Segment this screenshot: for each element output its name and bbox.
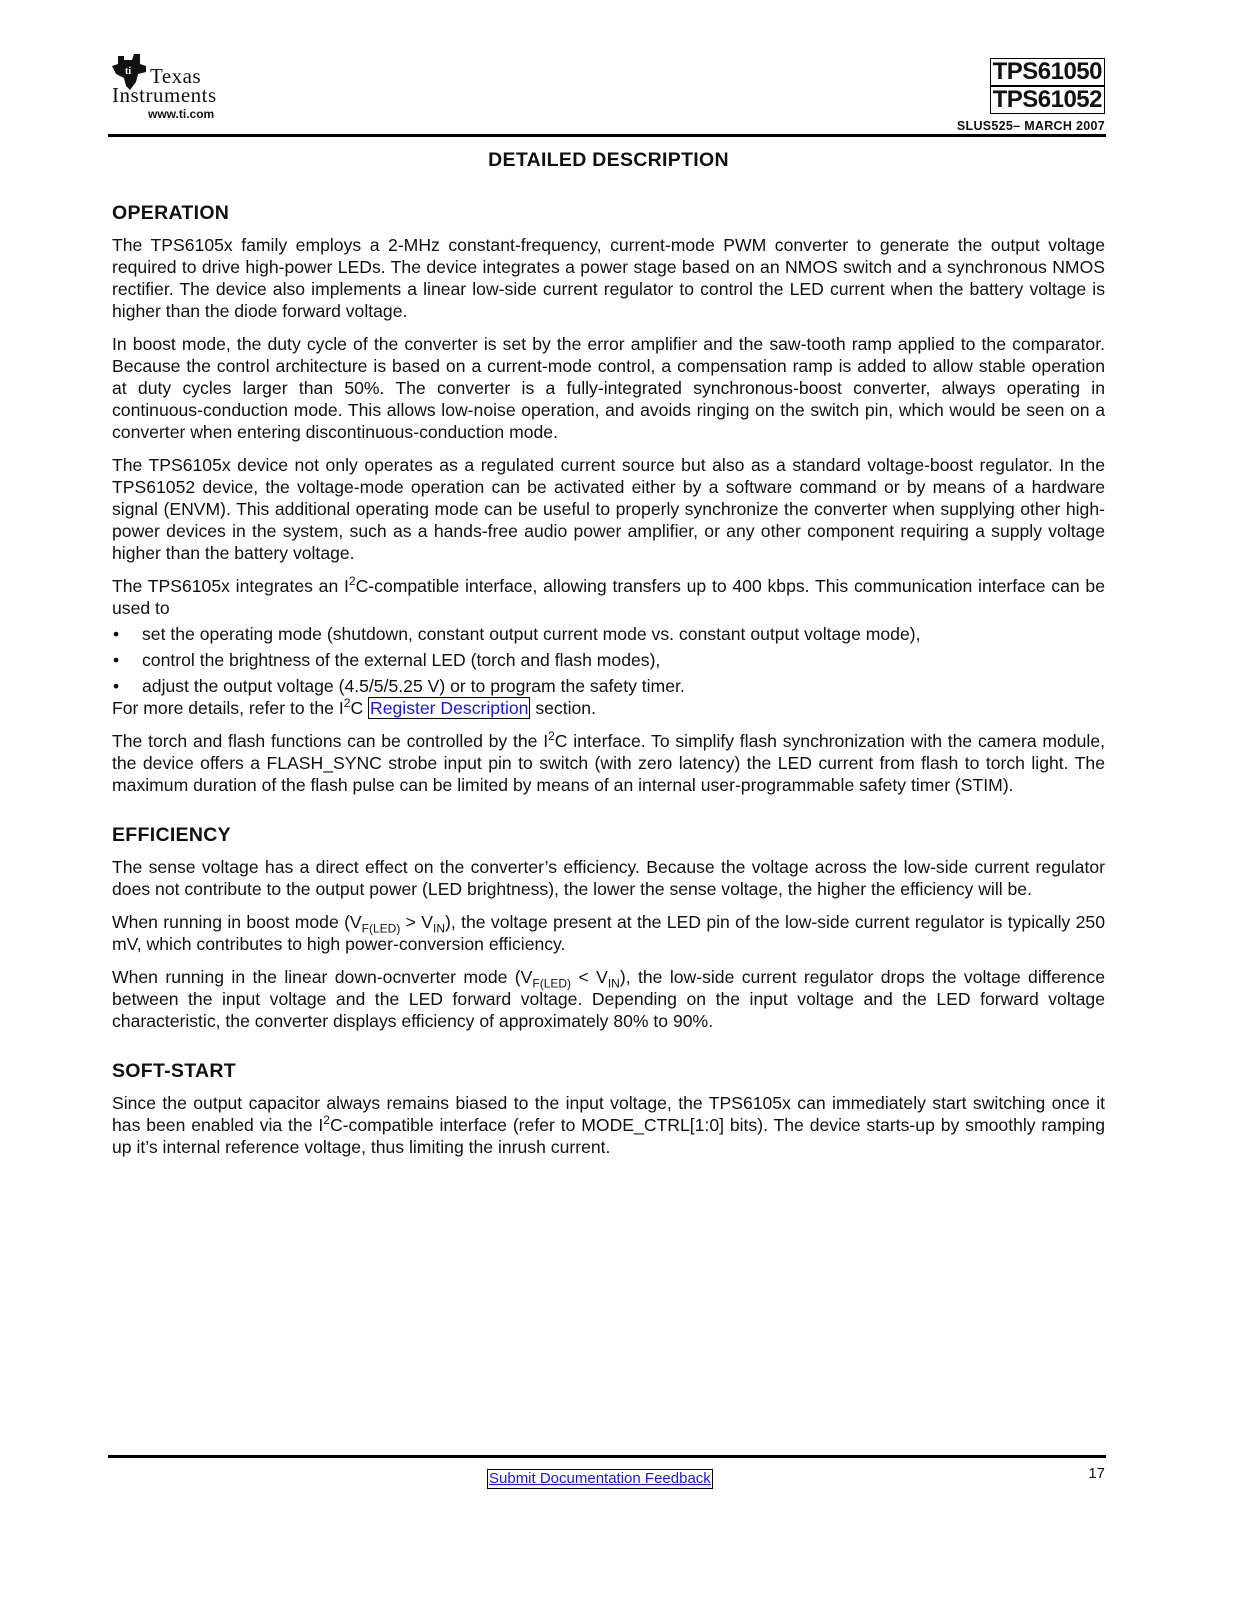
page-number: 17	[1088, 1465, 1105, 1482]
interface-uses-list	[112, 623, 1105, 697]
soft-start-paragraph: Since the output capacitor always remains biased to the input voltage, the TPS6105x can immediately start switching once it has been enabled via the $I^2C$-compatible interface (refer to MODE_CTRL[1:0] bits). The device starts-up by smoothly ramping up it’s internal reference voltage, thus limiting the inrush current.	[112, 1093, 1105, 1157]
heading-operation: OPERATION	[112, 202, 230, 224]
logo-texas-text: Texas	[150, 64, 202, 88]
efficiency-paragraph-1: The sense voltage has a direct effect on the converter’s efficiency. Because the voltage across the low-side current regulator does not contribute to the output power (LED brightness), the lower the sense voltage, the higher the efficiency will be.	[112, 857, 1105, 899]
operation-paragraph-1: The TPS6105x family employs a 2-MHz constant-frequency, current-mode PWM converter to generate the output voltage required to drive high-power LEDs. The device integrates a power stage based on an NMOS switch and a synchronous NMOS rectifier. The device also implements a linear low-side current regulator to control the LED current when the battery voltage is higher than the diode forward voltage.	[112, 235, 1105, 321]
section-title: DETAILED DESCRIPTION	[488, 149, 729, 171]
efficiency-paragraph-2: When running in boost mode $(V_{F(LED)} > V_{IN})$, the voltage present at the LED pin of the low-side current regulator is typically 250 mV, which contributes to high power-conversion efficiency.	[112, 912, 1105, 954]
part-numbers	[990, 58, 1105, 114]
website-text: www.ti.com	[148, 107, 215, 121]
page-content	[112, 146, 1105, 1158]
footer-divider	[108, 1455, 1106, 1458]
operation-paragraph-2: In boost mode, the duty cycle of the converter is set by the error amplifier and the saw-tooth ramp applied to the comparator. Because the control architecture is based on a current-mode control, a compensation ramp is added to allow stable operation at duty cycles larger than 50%. The converter is a fully-integrated synchronous-boost converter, always operating in continuous-conduction mode. This allows low-noise operation, and avoids ringing on the switch pin, which would be seen on a converter when entering discontinuous-conduction mode.	[112, 334, 1105, 442]
ti-logo	[110, 52, 260, 122]
operation-paragraph-3: The TPS6105x device not only operates as a regulated current source but also as a standard voltage-boost regulator. In the TPS61052 device, the voltage-mode operation can be activated either by a software command or by means of a hardware signal (ENVM). This additional operating mode can be useful to properly synchronize the converter when supplying other high-power devices in the system, such as a hands-free audio power amplifier, or any other component requiring a supply voltage higher than the battery voltage.	[112, 455, 1105, 563]
header-divider	[108, 134, 1106, 137]
heading-soft-start: SOFT-START	[112, 1060, 236, 1082]
operation-paragraph-5: The torch and flash functions can be controlled by the $I^2C$ interface. To simplify flash synchronization with the camera module, the device offers a FLASH_SYNC strobe input pin to switch (with zero latency) the LED current from flash to torch light. The maximum duration of the flash pulse can be limited by means of an internal user-programmable safety timer (STIM).	[112, 729, 1105, 795]
operation-paragraph-4: The TPS6105x integrates an $I^2C$-compatible interface, allowing transfers up to 400 kbps. This communication interface can be used to	[112, 574, 1105, 618]
more-details-line: For more details, refer to the $I^2C$ Register Description section.	[112, 696, 596, 718]
heading-efficiency: EFFICIENCY	[112, 824, 231, 846]
submit-feedback-link[interactable]: Submit Documentation Feedback	[489, 1470, 711, 1487]
efficiency-paragraph-3: When running in the linear down-ocnverter mode $(V_{F(LED)} < V_{IN})$, the low-side current regulator drops the voltage difference between the input voltage and the LED forward voltage. Depending on the input voltage and the LED forward voltage characteristic, the converter displays efficiency of approximately 80% to 90%.	[112, 967, 1105, 1031]
part-number-2[interactable]: TPS61052	[990, 86, 1105, 114]
list-item: • adjust the output voltage (4.5/5/5.25 V) or to program the safety timer.	[113, 676, 685, 696]
register-description-link[interactable]: Register Description	[370, 698, 529, 718]
svg-text:ti: ti	[125, 66, 132, 77]
list-item: • set the operating mode (shutdown, constant output current mode vs. constant output voltage mode),	[113, 624, 921, 644]
list-item: • control the brightness of the external LED (torch and flash modes),	[113, 650, 661, 670]
logo-instruments-text: Instruments	[112, 83, 217, 107]
part-number-1[interactable]: TPS61050	[990, 58, 1105, 86]
document-number: SLUS525– MARCH 2007	[956, 119, 1105, 133]
